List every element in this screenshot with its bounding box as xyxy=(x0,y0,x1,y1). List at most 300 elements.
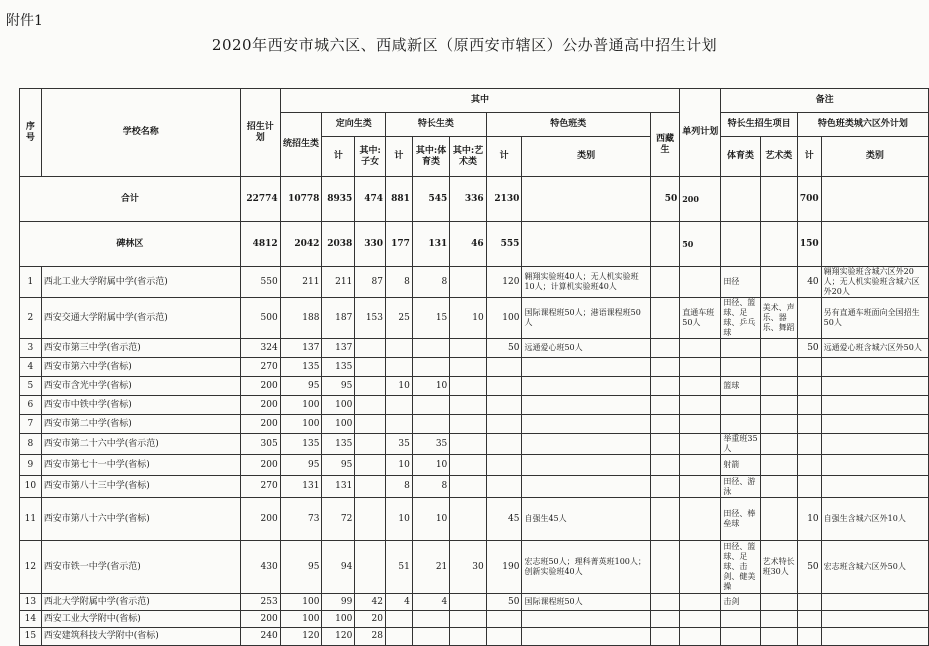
header-special-projects: 特长生招生项目 xyxy=(721,113,797,137)
cell-sp-art xyxy=(450,339,486,358)
cell-dir-total: 72 xyxy=(322,498,355,541)
cell-sp-total xyxy=(386,628,413,646)
cell-sp-sport: 8 xyxy=(412,476,449,498)
cell-out-cat: 另有直通车班面向全国招生50人 xyxy=(821,298,928,339)
cell-name: 西安市第三中学(省示范) xyxy=(41,339,240,358)
cell-out-cat xyxy=(821,396,928,415)
cell-sp-total xyxy=(386,339,413,358)
cell-name: 合计 xyxy=(20,177,241,222)
cell-art-proj xyxy=(760,377,797,396)
cell-sport-proj xyxy=(721,177,760,222)
cell-dir-total: 131 xyxy=(322,476,355,498)
cell-sport-proj: 田径 xyxy=(721,267,760,298)
cell-out-cat xyxy=(821,628,928,646)
cell-tibet xyxy=(650,339,679,358)
cell-separate xyxy=(680,396,721,415)
cell-ft-total xyxy=(486,358,522,377)
cell-out-total xyxy=(797,358,821,377)
cell-sp-sport: 4 xyxy=(412,594,449,611)
cell-art-proj xyxy=(760,415,797,434)
cell-sp-total: 35 xyxy=(386,434,413,455)
cell-unified: 95 xyxy=(280,455,322,476)
cell-art-proj xyxy=(760,455,797,476)
header-plan: 招生计划 xyxy=(240,89,280,177)
summary-row xyxy=(20,177,929,222)
cell-tibet xyxy=(650,476,679,498)
cell-sp-art xyxy=(450,594,486,611)
cell-dir-child: 20 xyxy=(355,611,386,628)
cell-sport-proj xyxy=(721,415,760,434)
cell-unified: 120 xyxy=(280,628,322,646)
attachment-label: 附件1 xyxy=(6,13,43,29)
cell-name: 西安市第二十六中学(省示范) xyxy=(41,434,240,455)
cell-tibet xyxy=(650,434,679,455)
cell-sport-proj: 田径、游泳 xyxy=(721,476,760,498)
cell-ft-cat xyxy=(522,455,650,476)
cell-sp-total: 10 xyxy=(386,377,413,396)
cell-ft-total xyxy=(486,628,522,646)
cell-seq: 6 xyxy=(20,396,42,415)
cell-name: 西安工业大学附中(省标) xyxy=(41,611,240,628)
cell-dir-child xyxy=(355,415,386,434)
cell-plan: 270 xyxy=(240,476,280,498)
cell-out-total: 700 xyxy=(797,177,821,222)
cell-ft-cat: 翱翔实验班40人；无人机实验班10人；计算机实验班40人 xyxy=(522,267,650,298)
header-directed: 定向生类 xyxy=(322,113,386,137)
cell-ft-cat: 自强生45人 xyxy=(522,498,650,541)
cell-separate xyxy=(680,541,721,594)
cell-sp-sport xyxy=(412,396,449,415)
cell-seq: 13 xyxy=(20,594,42,611)
header-tibet: 西藏生 xyxy=(650,113,679,177)
cell-sp-art xyxy=(450,377,486,396)
cell-ft-cat xyxy=(522,396,650,415)
cell-ft-total: 190 xyxy=(486,541,522,594)
cell-dir-total: 135 xyxy=(322,434,355,455)
cell-out-total xyxy=(797,594,821,611)
page-title: 2020年西安市城六区、西咸新区（原西安市辖区）公办普通高中招生计划 xyxy=(211,36,718,54)
cell-dir-child: 42 xyxy=(355,594,386,611)
cell-out-total xyxy=(797,298,821,339)
header-art-type: 艺术类 xyxy=(760,137,797,177)
cell-sp-sport: 10 xyxy=(412,498,449,541)
header-remarks: 备注 xyxy=(721,89,929,113)
cell-tibet xyxy=(650,498,679,541)
cell-sp-sport: 8 xyxy=(412,267,449,298)
cell-seq: 15 xyxy=(20,628,42,646)
header-school: 学校名称 xyxy=(41,89,240,177)
cell-tibet xyxy=(650,541,679,594)
cell-sp-total: 4 xyxy=(386,594,413,611)
header-ft-category: 类别 xyxy=(522,137,650,177)
cell-out-total: 40 xyxy=(797,267,821,298)
cell-ft-cat: 远通爱心班50人 xyxy=(522,339,650,358)
cell-ft-total: 120 xyxy=(486,267,522,298)
cell-name: 西安市第七十一中学(省标) xyxy=(41,455,240,476)
cell-name: 西安市铁一中学(省示范) xyxy=(41,541,240,594)
cell-plan: 200 xyxy=(240,611,280,628)
cell-separate: 50 xyxy=(680,222,721,267)
cell-sp-sport xyxy=(412,628,449,646)
cell-seq: 4 xyxy=(20,358,42,377)
cell-separate xyxy=(680,434,721,455)
cell-sp-sport xyxy=(412,358,449,377)
cell-art-proj xyxy=(760,434,797,455)
cell-dir-child xyxy=(355,541,386,594)
cell-sp-art xyxy=(450,358,486,377)
cell-seq: 7 xyxy=(20,415,42,434)
header-seq: 序号 xyxy=(20,89,42,177)
cell-plan: 200 xyxy=(240,415,280,434)
cell-dir-child xyxy=(355,434,386,455)
cell-plan: 240 xyxy=(240,628,280,646)
cell-plan: 4812 xyxy=(240,222,280,267)
cell-name: 西安市含光中学(省标) xyxy=(41,377,240,396)
cell-dir-child xyxy=(355,358,386,377)
cell-ft-total: 2130 xyxy=(486,177,522,222)
cell-dir-child: 474 xyxy=(355,177,386,222)
cell-sp-art xyxy=(450,455,486,476)
cell-tibet xyxy=(650,594,679,611)
cell-sport-proj: 田径、篮球、足球、乒乓球 xyxy=(721,298,760,339)
cell-plan: 200 xyxy=(240,377,280,396)
cell-ft-cat xyxy=(522,177,650,222)
cell-separate xyxy=(680,339,721,358)
cell-seq: 10 xyxy=(20,476,42,498)
cell-plan: 270 xyxy=(240,358,280,377)
cell-tibet xyxy=(650,396,679,415)
cell-ft-total xyxy=(486,434,522,455)
cell-out-cat xyxy=(821,594,928,611)
cell-sp-total: 881 xyxy=(386,177,413,222)
cell-ft-cat xyxy=(522,415,650,434)
cell-plan: 324 xyxy=(240,339,280,358)
cell-art-proj xyxy=(760,222,797,267)
cell-dir-total: 211 xyxy=(322,267,355,298)
cell-sport-proj xyxy=(721,396,760,415)
cell-seq: 11 xyxy=(20,498,42,541)
cell-tibet xyxy=(650,298,679,339)
cell-ft-cat xyxy=(522,222,650,267)
cell-unified: 100 xyxy=(280,611,322,628)
cell-separate xyxy=(680,594,721,611)
cell-dir-total: 120 xyxy=(322,628,355,646)
cell-plan: 22774 xyxy=(240,177,280,222)
cell-ft-total: 555 xyxy=(486,222,522,267)
table-row xyxy=(20,498,929,541)
cell-sp-sport: 10 xyxy=(412,377,449,396)
cell-sp-art xyxy=(450,396,486,415)
cell-art-proj xyxy=(760,594,797,611)
cell-plan: 305 xyxy=(240,434,280,455)
cell-sport-proj: 篮球 xyxy=(721,377,760,396)
cell-out-cat xyxy=(821,455,928,476)
cell-sp-total: 8 xyxy=(386,476,413,498)
cell-name: 西安建筑科技大学附中(省标) xyxy=(41,628,240,646)
cell-sp-sport xyxy=(412,339,449,358)
table-row xyxy=(20,377,929,396)
cell-sport-proj xyxy=(721,628,760,646)
cell-plan: 200 xyxy=(240,455,280,476)
cell-art-proj: 美术、声乐、器乐、舞蹈 xyxy=(760,298,797,339)
table-row xyxy=(20,415,929,434)
cell-separate xyxy=(680,267,721,298)
cell-tibet xyxy=(650,377,679,396)
table-row xyxy=(20,267,929,298)
cell-separate xyxy=(680,415,721,434)
cell-sport-proj xyxy=(721,358,760,377)
cell-ft-total xyxy=(486,377,522,396)
cell-separate xyxy=(680,358,721,377)
cell-dir-child: 153 xyxy=(355,298,386,339)
cell-name: 西安交通大学附属中学(省示范) xyxy=(41,298,240,339)
cell-unified: 2042 xyxy=(280,222,322,267)
header-children: 其中:子女 xyxy=(355,137,386,177)
cell-name: 碑林区 xyxy=(20,222,241,267)
header-sport: 其中:体育类 xyxy=(412,137,449,177)
cell-out-total: 10 xyxy=(797,498,821,541)
cell-sp-art xyxy=(450,434,486,455)
cell-name: 西安市第六中学(省标) xyxy=(41,358,240,377)
cell-tibet: 50 xyxy=(650,177,679,222)
cell-sp-total xyxy=(386,396,413,415)
cell-seq: 2 xyxy=(20,298,42,339)
cell-name: 西安市第八十六中学(省标) xyxy=(41,498,240,541)
cell-name: 西安市第八十三中学(省标) xyxy=(41,476,240,498)
header-out-total: 计 xyxy=(797,137,821,177)
cell-sp-art: 30 xyxy=(450,541,486,594)
cell-separate xyxy=(680,498,721,541)
cell-ft-total xyxy=(486,415,522,434)
cell-sp-art xyxy=(450,415,486,434)
table-row xyxy=(20,434,929,455)
cell-ft-cat xyxy=(522,434,650,455)
header-art: 其中:艺术类 xyxy=(450,137,486,177)
table-row xyxy=(20,298,929,339)
header-unified: 统招生类 xyxy=(280,113,322,177)
cell-name: 西北工业大学附属中学(省示范) xyxy=(41,267,240,298)
cell-sp-sport: 131 xyxy=(412,222,449,267)
cell-sp-art: 46 xyxy=(450,222,486,267)
cell-plan: 500 xyxy=(240,298,280,339)
cell-dir-child xyxy=(355,455,386,476)
cell-sp-art xyxy=(450,267,486,298)
cell-unified: 100 xyxy=(280,594,322,611)
cell-dir-total: 99 xyxy=(322,594,355,611)
cell-unified: 95 xyxy=(280,541,322,594)
cell-dir-child xyxy=(355,339,386,358)
cell-ft-cat xyxy=(522,358,650,377)
cell-seq: 12 xyxy=(20,541,42,594)
cell-out-total xyxy=(797,396,821,415)
cell-dir-total: 100 xyxy=(322,396,355,415)
table-row xyxy=(20,628,929,646)
cell-unified: 100 xyxy=(280,415,322,434)
cell-unified: 95 xyxy=(280,377,322,396)
cell-name: 西安市第二中学(省标) xyxy=(41,415,240,434)
cell-dir-total: 135 xyxy=(322,358,355,377)
cell-sport-proj xyxy=(721,339,760,358)
cell-sp-sport: 10 xyxy=(412,455,449,476)
cell-separate xyxy=(680,455,721,476)
cell-name: 西北大学附属中学(省示范) xyxy=(41,594,240,611)
cell-sp-total: 25 xyxy=(386,298,413,339)
header-dir-total: 计 xyxy=(322,137,355,177)
cell-unified: 135 xyxy=(280,358,322,377)
cell-separate: 直通车班50人 xyxy=(680,298,721,339)
cell-out-cat xyxy=(821,358,928,377)
cell-dir-child xyxy=(355,498,386,541)
cell-sport-proj: 田径、篮球、足球、击剑、健美操 xyxy=(721,541,760,594)
cell-out-total: 150 xyxy=(797,222,821,267)
header-out-category: 类别 xyxy=(821,137,928,177)
cell-dir-total: 8935 xyxy=(322,177,355,222)
cell-out-cat: 翱翔实验班含城六区外20人；无人机实验班含城六区外20人 xyxy=(821,267,928,298)
cell-tibet xyxy=(650,455,679,476)
cell-sp-sport: 545 xyxy=(412,177,449,222)
cell-tibet xyxy=(650,415,679,434)
cell-out-cat: 自强生含城六区外10人 xyxy=(821,498,928,541)
header-ft-total: 计 xyxy=(486,137,522,177)
cell-separate xyxy=(680,476,721,498)
header-separate: 单列计划 xyxy=(680,89,721,177)
cell-sp-total: 8 xyxy=(386,267,413,298)
cell-dir-total: 94 xyxy=(322,541,355,594)
cell-art-proj xyxy=(760,177,797,222)
cell-ft-total: 50 xyxy=(486,339,522,358)
cell-art-proj: 艺术特长班30人 xyxy=(760,541,797,594)
cell-sp-total: 10 xyxy=(386,498,413,541)
cell-dir-child: 330 xyxy=(355,222,386,267)
cell-seq: 1 xyxy=(20,267,42,298)
cell-art-proj xyxy=(760,476,797,498)
cell-dir-child xyxy=(355,377,386,396)
cell-tibet xyxy=(650,628,679,646)
cell-out-total xyxy=(797,434,821,455)
cell-out-total: 50 xyxy=(797,339,821,358)
cell-dir-child xyxy=(355,476,386,498)
table-row xyxy=(20,396,929,415)
cell-seq: 5 xyxy=(20,377,42,396)
cell-ft-total xyxy=(486,455,522,476)
cell-dir-total: 137 xyxy=(322,339,355,358)
cell-plan: 253 xyxy=(240,594,280,611)
cell-unified: 73 xyxy=(280,498,322,541)
cell-unified: 131 xyxy=(280,476,322,498)
cell-ft-cat xyxy=(522,476,650,498)
cell-sp-sport xyxy=(412,415,449,434)
cell-ft-cat: 宏志班50人；理科菁英班100人；创新实验班40人 xyxy=(522,541,650,594)
cell-ft-total xyxy=(486,396,522,415)
header-feature-outside: 特色班类城六区外计划 xyxy=(797,113,928,137)
cell-dir-child xyxy=(355,396,386,415)
cell-ft-total: 100 xyxy=(486,298,522,339)
cell-sp-total xyxy=(386,358,413,377)
cell-tibet xyxy=(650,267,679,298)
cell-art-proj xyxy=(760,628,797,646)
cell-sp-total: 51 xyxy=(386,541,413,594)
cell-tibet xyxy=(650,358,679,377)
cell-sp-total: 177 xyxy=(386,222,413,267)
cell-out-total: 50 xyxy=(797,541,821,594)
cell-ft-cat xyxy=(522,628,650,646)
cell-out-cat xyxy=(821,434,928,455)
header-among: 其中 xyxy=(280,89,680,113)
table-row xyxy=(20,455,929,476)
cell-ft-total: 45 xyxy=(486,498,522,541)
table-row xyxy=(20,541,929,594)
cell-ft-total xyxy=(486,476,522,498)
cell-seq: 3 xyxy=(20,339,42,358)
cell-out-cat xyxy=(821,415,928,434)
cell-out-cat: 远通爱心班含城六区外50人 xyxy=(821,339,928,358)
cell-unified: 100 xyxy=(280,396,322,415)
cell-plan: 200 xyxy=(240,498,280,541)
cell-plan: 430 xyxy=(240,541,280,594)
cell-dir-total: 100 xyxy=(322,415,355,434)
cell-dir-total: 187 xyxy=(322,298,355,339)
cell-unified: 135 xyxy=(280,434,322,455)
cell-out-cat xyxy=(821,377,928,396)
cell-ft-cat xyxy=(522,377,650,396)
cell-art-proj xyxy=(760,498,797,541)
cell-tibet xyxy=(650,222,679,267)
table-row xyxy=(20,358,929,377)
cell-sp-art xyxy=(450,476,486,498)
cell-plan: 550 xyxy=(240,267,280,298)
cell-out-total xyxy=(797,415,821,434)
cell-ft-cat: 国际课程班50人；港语课程班50人 xyxy=(522,298,650,339)
header-special: 特长生类 xyxy=(386,113,487,137)
cell-unified: 211 xyxy=(280,267,322,298)
cell-sp-total: 10 xyxy=(386,455,413,476)
cell-dir-total: 2038 xyxy=(322,222,355,267)
cell-separate xyxy=(680,628,721,646)
cell-sp-sport: 35 xyxy=(412,434,449,455)
cell-seq: 8 xyxy=(20,434,42,455)
enrollment-table xyxy=(19,88,929,646)
cell-unified: 188 xyxy=(280,298,322,339)
cell-sport-proj: 击剑 xyxy=(721,594,760,611)
cell-separate xyxy=(680,377,721,396)
table-row xyxy=(20,476,929,498)
cell-sp-sport: 15 xyxy=(412,298,449,339)
cell-out-cat xyxy=(821,476,928,498)
header-feature: 特色班类 xyxy=(486,113,650,137)
cell-seq: 14 xyxy=(20,611,42,628)
cell-out-total xyxy=(797,476,821,498)
table-row xyxy=(20,594,929,611)
cell-sport-proj xyxy=(721,222,760,267)
cell-out-total xyxy=(797,455,821,476)
header-sport-type: 体育类 xyxy=(721,137,760,177)
cell-plan: 200 xyxy=(240,396,280,415)
cell-dir-total: 100 xyxy=(322,611,355,628)
table-header xyxy=(20,89,929,177)
cell-sport-proj: 田径、棒垒球 xyxy=(721,498,760,541)
cell-sp-art: 336 xyxy=(450,177,486,222)
table-row xyxy=(20,339,929,358)
cell-out-total xyxy=(797,628,821,646)
cell-sp-sport: 21 xyxy=(412,541,449,594)
cell-out-cat: 宏志班含城六区外50人 xyxy=(821,541,928,594)
cell-art-proj xyxy=(760,358,797,377)
cell-out-cat xyxy=(821,177,928,222)
cell-separate: 200 xyxy=(680,177,721,222)
cell-dir-total: 95 xyxy=(322,377,355,396)
cell-art-proj xyxy=(760,267,797,298)
cell-dir-child: 28 xyxy=(355,628,386,646)
